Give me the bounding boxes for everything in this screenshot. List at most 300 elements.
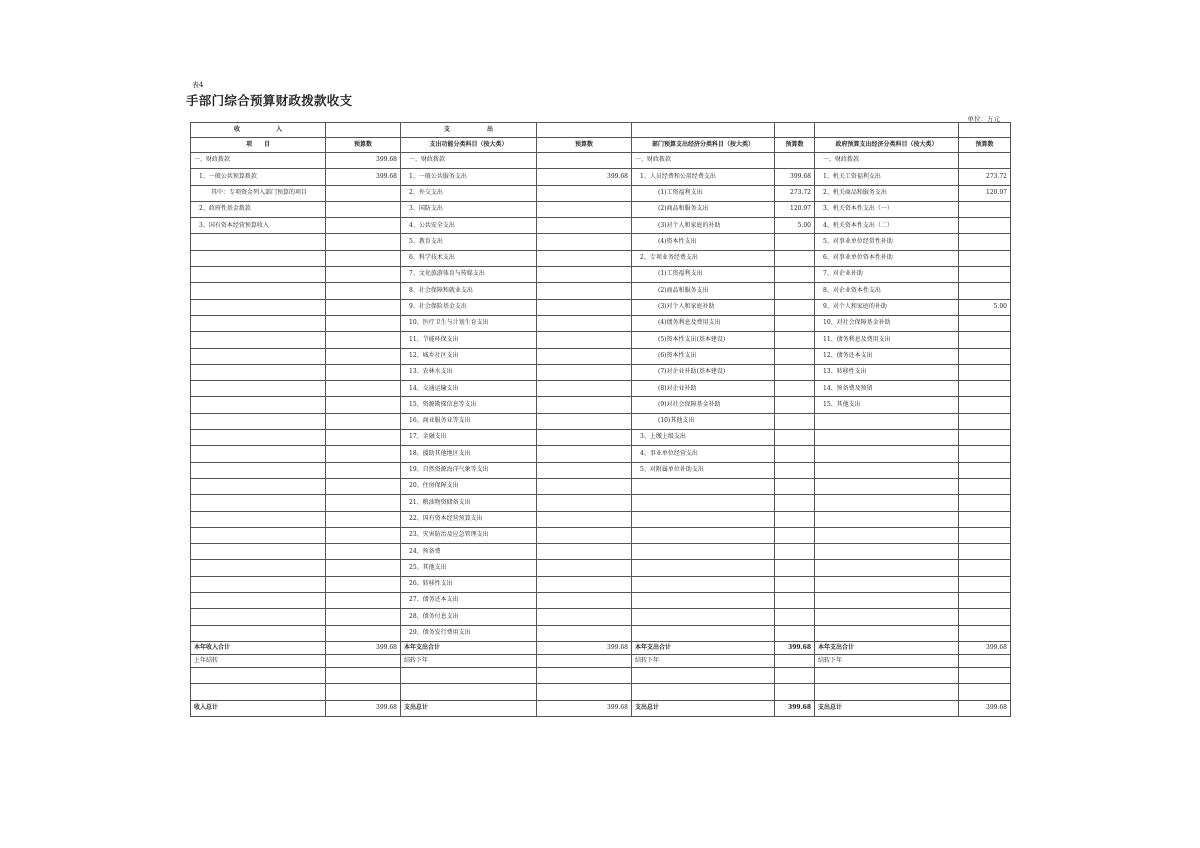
dept-item-cell: (8)对企业补助	[632, 381, 775, 397]
dept-item-cell	[632, 478, 775, 494]
gov-item-cell	[815, 478, 959, 494]
func-value-cell	[537, 495, 632, 511]
income-value-cell	[326, 332, 401, 348]
table-row	[191, 625, 1011, 641]
dept-value-cell	[775, 381, 815, 397]
dept-value-cell	[775, 153, 815, 169]
total-cell: 本年支出合计	[815, 641, 959, 654]
income-value-cell	[326, 478, 401, 494]
func-item-cell: 25、其他支出	[401, 560, 537, 576]
table-row	[191, 348, 1011, 364]
total-cell: 本年支出合计	[632, 641, 775, 654]
blank-row	[191, 684, 1011, 700]
dept-item-cell: 4、事业单位经营支出	[632, 446, 775, 462]
total-cell	[775, 684, 815, 700]
table-row	[191, 462, 1011, 478]
total-cell	[775, 667, 815, 683]
income-value-cell	[326, 609, 401, 625]
gov-econ-column-header: 政府预算支出经济分类科目（按大类）	[815, 138, 959, 153]
func-item-cell: 29、债务发行费用支出	[401, 625, 537, 641]
income-item-cell	[191, 593, 326, 609]
dept-value-cell	[775, 609, 815, 625]
dept-item-cell	[632, 511, 775, 527]
table-row	[191, 169, 1011, 185]
total-cell	[959, 667, 1011, 683]
table-row	[191, 511, 1011, 527]
total-cell	[191, 667, 326, 683]
income-item-cell	[191, 381, 326, 397]
gov-value-cell	[959, 348, 1011, 364]
table-row	[191, 364, 1011, 380]
blank-row	[191, 667, 1011, 683]
total-cell: 399.68	[959, 641, 1011, 654]
total-cell: 399.68	[537, 700, 632, 716]
func-item-cell: 6、科学技术支出	[401, 250, 537, 266]
gov-value-cell	[959, 234, 1011, 250]
func-value-cell	[537, 430, 632, 446]
total-cell: 399.68	[775, 700, 815, 716]
gov-value-cell	[959, 560, 1011, 576]
dept-value-cell	[775, 560, 815, 576]
gov-value-cell	[959, 462, 1011, 478]
dept-value-cell	[775, 267, 815, 283]
total-cell: 支出总计	[632, 700, 775, 716]
income-value-cell	[326, 544, 401, 560]
dept-item-cell: (5)资本性支出(基本建设)	[632, 332, 775, 348]
dept-item-cell	[632, 495, 775, 511]
func-value-cell	[537, 576, 632, 592]
gov-item-cell	[815, 446, 959, 462]
gov-item-cell	[815, 544, 959, 560]
func-item-cell: 10、医疗卫生与计划生育支出	[401, 315, 537, 331]
func-item-cell: 2、外交支出	[401, 185, 537, 201]
total-cell	[326, 667, 401, 683]
gov-item-cell: 5、对事业单位经常性补助	[815, 234, 959, 250]
table-row	[191, 381, 1011, 397]
func-item-cell: 24、预备费	[401, 544, 537, 560]
total-cell	[191, 684, 326, 700]
income-value-cell	[326, 576, 401, 592]
gov-value-cell	[959, 495, 1011, 511]
gov-item-cell: 2、机关商品和服务支出	[815, 185, 959, 201]
income-item-cell: 其中：专项资金列入部门预算的项目	[191, 185, 326, 201]
income-value-cell	[326, 250, 401, 266]
func-budget-column-header: 预算数	[537, 138, 632, 153]
table-row	[191, 218, 1011, 234]
dept-item-cell: 2、专项业务经费支出	[632, 250, 775, 266]
total-cell	[537, 667, 632, 683]
func-item-cell: 3、国防支出	[401, 201, 537, 217]
gov-value-cell	[959, 478, 1011, 494]
gov-value-cell	[959, 250, 1011, 266]
func-item-cell: 14、交通运输支出	[401, 381, 537, 397]
func-value-cell	[537, 511, 632, 527]
income-value-cell	[326, 593, 401, 609]
total-cell: 本年支出合计	[401, 641, 537, 654]
total-cell	[632, 684, 775, 700]
func-value-cell	[537, 153, 632, 169]
dept-item-cell: (2)商品和服务支出	[632, 283, 775, 299]
gov-value-cell	[959, 609, 1011, 625]
table-row	[191, 430, 1011, 446]
func-item-cell: 一、财政拨款	[401, 153, 537, 169]
income-value-cell	[326, 511, 401, 527]
func-value-cell	[537, 315, 632, 331]
gov-value-cell	[959, 413, 1011, 429]
dept-item-cell: (3)对个人和家庭补助	[632, 299, 775, 315]
total-cell	[775, 654, 815, 667]
income-item-cell	[191, 446, 326, 462]
income-value-cell	[326, 267, 401, 283]
func-item-cell: 22、国有资本经营预算支出	[401, 511, 537, 527]
income-item-cell	[191, 267, 326, 283]
income-value-cell: 399.68	[326, 153, 401, 169]
total-cell: 本年收入合计	[191, 641, 326, 654]
total-cell	[401, 684, 537, 700]
gov-value-cell	[959, 430, 1011, 446]
func-class-column-header: 支出功能分类科目（按大类）	[401, 138, 537, 153]
dept-item-cell: (1)工资福利支出	[632, 185, 775, 201]
income-item-cell	[191, 560, 326, 576]
total-cell: 399.68	[326, 641, 401, 654]
gov-item-cell	[815, 462, 959, 478]
table-row	[191, 299, 1011, 315]
income-item-cell	[191, 609, 326, 625]
gov-item-cell: 7、对企业补助	[815, 267, 959, 283]
dept-item-cell: 5、对附属单位补助支出	[632, 462, 775, 478]
dept-item-cell	[632, 593, 775, 609]
func-value-cell	[537, 397, 632, 413]
income-header: 收 入	[191, 123, 326, 138]
gov-value-cell	[959, 446, 1011, 462]
func-item-cell: 27、债务还本支出	[401, 593, 537, 609]
income-item-cell	[191, 348, 326, 364]
item-column-header: 项 目	[191, 138, 326, 153]
dept-value-cell: 399.68	[775, 169, 815, 185]
func-item-cell: 7、文化旅游体育与传媒支出	[401, 267, 537, 283]
income-item-cell	[191, 576, 326, 592]
table-number: 表4	[192, 81, 204, 89]
expense-header: 支 出	[401, 123, 537, 138]
income-item-cell	[191, 462, 326, 478]
func-item-cell: 17、金融支出	[401, 430, 537, 446]
income-value-cell	[326, 413, 401, 429]
income-item-cell	[191, 478, 326, 494]
income-value-cell	[326, 462, 401, 478]
dept-value-cell	[775, 446, 815, 462]
gov-item-cell: 8、对企业资本性支出	[815, 283, 959, 299]
total-cell	[401, 667, 537, 683]
income-item-cell	[191, 299, 326, 315]
grand-total-row	[191, 700, 1011, 716]
table-row	[191, 446, 1011, 462]
income-value-cell	[326, 364, 401, 380]
func-value-cell	[537, 218, 632, 234]
income-value-cell: 399.68	[326, 169, 401, 185]
dept-value-cell	[775, 413, 815, 429]
func-value-cell	[537, 478, 632, 494]
income-item-cell	[191, 430, 326, 446]
total-cell	[959, 684, 1011, 700]
dept-item-cell: (4)债务利息及费用支出	[632, 315, 775, 331]
gov-value-cell	[959, 593, 1011, 609]
total-cell	[815, 684, 959, 700]
income-value-cell	[326, 234, 401, 250]
income-value-cell	[326, 299, 401, 315]
dept-item-cell: (3)对个人和家庭的补助	[632, 218, 775, 234]
func-value-cell	[537, 299, 632, 315]
total-cell: 上年结转	[191, 654, 326, 667]
gov-item-cell: 4、机关资本性支出（二）	[815, 218, 959, 234]
gov-item-cell	[815, 495, 959, 511]
dept-item-cell	[632, 560, 775, 576]
income-item-cell	[191, 332, 326, 348]
income-value-cell	[326, 283, 401, 299]
gov-item-cell	[815, 413, 959, 429]
unit-label: 单位：万元	[967, 115, 1000, 123]
dept-item-cell: 1、人员经费和公用经费支出	[632, 169, 775, 185]
gov-value-cell	[959, 625, 1011, 641]
gov-value-cell	[959, 397, 1011, 413]
income-value-cell	[326, 218, 401, 234]
income-item-cell	[191, 625, 326, 641]
dept-item-cell: (9)对社会保障基金补助	[632, 397, 775, 413]
func-item-cell: 26、转移性支出	[401, 576, 537, 592]
total-cell	[815, 667, 959, 683]
income-value-cell	[326, 495, 401, 511]
gov-value-cell	[959, 364, 1011, 380]
budget-table	[190, 122, 1011, 717]
gov-item-cell: 14、预备费及预留	[815, 381, 959, 397]
func-value-cell	[537, 413, 632, 429]
func-value-cell	[537, 348, 632, 364]
func-item-cell: 19、自然资源海洋气象等支出	[401, 462, 537, 478]
gov-value-cell	[959, 283, 1011, 299]
func-value-cell	[537, 560, 632, 576]
dept-item-cell: (7)对企业补助(基本建设)	[632, 364, 775, 380]
gov-item-cell: 10、对社会保障基金补助	[815, 315, 959, 331]
total-cell	[537, 654, 632, 667]
gov-value-cell	[959, 381, 1011, 397]
dept-value-cell	[775, 315, 815, 331]
gov-item-cell: 12、债务还本支出	[815, 348, 959, 364]
gov-value-cell	[959, 201, 1011, 217]
income-item-cell	[191, 397, 326, 413]
table-row	[191, 185, 1011, 201]
dept-value-cell	[775, 299, 815, 315]
year-total-row	[191, 641, 1011, 654]
dept-value-cell	[775, 495, 815, 511]
total-cell: 支出总计	[401, 700, 537, 716]
income-item-cell: 3、国有资本经营预算收入	[191, 218, 326, 234]
gov-value-cell	[959, 576, 1011, 592]
document-title: 手部门综合预算财政拨款收支	[186, 93, 353, 108]
gov-item-cell	[815, 609, 959, 625]
dept-value-cell	[775, 593, 815, 609]
func-value-cell: 399.68	[537, 169, 632, 185]
dept-item-cell	[632, 544, 775, 560]
dept-value-cell	[775, 397, 815, 413]
func-value-cell	[537, 544, 632, 560]
table-row	[191, 283, 1011, 299]
income-value-cell	[326, 201, 401, 217]
func-item-cell: 15、资源勘探信息等支出	[401, 397, 537, 413]
table-row	[191, 397, 1011, 413]
table-row	[191, 267, 1011, 283]
total-cell: 收入总计	[191, 700, 326, 716]
total-cell: 结转下年	[401, 654, 537, 667]
dept-item-cell: (4)资本性支出	[632, 234, 775, 250]
func-item-cell: 12、城乡社区支出	[401, 348, 537, 364]
income-item-cell	[191, 544, 326, 560]
dept-value-cell	[775, 544, 815, 560]
gov-item-cell	[815, 560, 959, 576]
func-value-cell	[537, 625, 632, 641]
gov-value-cell	[959, 544, 1011, 560]
gov-item-cell: 13、转移性支出	[815, 364, 959, 380]
income-value-cell	[326, 527, 401, 543]
income-item-cell	[191, 527, 326, 543]
table-row	[191, 234, 1011, 250]
dept-value-cell	[775, 478, 815, 494]
func-item-cell: 28、债务付息支出	[401, 609, 537, 625]
income-item-cell	[191, 364, 326, 380]
table-row	[191, 201, 1011, 217]
total-cell	[632, 667, 775, 683]
dept-item-cell: (10)其他支出	[632, 413, 775, 429]
gov-item-cell	[815, 527, 959, 543]
dept-value-cell: 5.00	[775, 218, 815, 234]
total-cell: 399.68	[959, 700, 1011, 716]
dept-value-cell	[775, 625, 815, 641]
dept-item-cell: 3、上缴上级支出	[632, 430, 775, 446]
func-value-cell	[537, 609, 632, 625]
income-item-cell	[191, 250, 326, 266]
header-row-columns	[191, 138, 1011, 153]
func-item-cell: 21、粮油物资储备支出	[401, 495, 537, 511]
dept-value-cell	[775, 527, 815, 543]
income-item-cell	[191, 511, 326, 527]
total-cell: 结转下年	[815, 654, 959, 667]
func-value-cell	[537, 250, 632, 266]
table-row	[191, 478, 1011, 494]
func-item-cell: 11、节能环保支出	[401, 332, 537, 348]
table-row	[191, 544, 1011, 560]
income-value-cell	[326, 446, 401, 462]
dept-budget-column-header: 预算数	[775, 138, 815, 153]
gov-value-cell	[959, 511, 1011, 527]
dept-value-cell	[775, 511, 815, 527]
dept-item-cell	[632, 527, 775, 543]
gov-item-cell	[815, 430, 959, 446]
dept-value-cell	[775, 283, 815, 299]
income-item-cell	[191, 234, 326, 250]
gov-item-cell	[815, 593, 959, 609]
income-item-cell: 2、政府性基金拨款	[191, 201, 326, 217]
func-value-cell	[537, 593, 632, 609]
table-row	[191, 609, 1011, 625]
func-item-cell: 4、公共安全支出	[401, 218, 537, 234]
total-cell	[959, 654, 1011, 667]
gov-item-cell	[815, 625, 959, 641]
gov-item-cell: 1、机关工资福利支出	[815, 169, 959, 185]
gov-value-cell	[959, 267, 1011, 283]
income-item-cell	[191, 413, 326, 429]
gov-budget-column-header: 预算数	[959, 138, 1011, 153]
func-item-cell: 8、社会保障和就业支出	[401, 283, 537, 299]
gov-value-cell	[959, 218, 1011, 234]
func-value-cell	[537, 332, 632, 348]
total-cell	[326, 654, 401, 667]
table-row	[191, 576, 1011, 592]
total-cell: 支出总计	[815, 700, 959, 716]
func-value-cell	[537, 527, 632, 543]
dept-value-cell	[775, 430, 815, 446]
income-item-cell: 一、财政拨款	[191, 153, 326, 169]
gov-item-cell: 11、债务利息及费用支出	[815, 332, 959, 348]
income-budget-column-header: 预算数	[326, 138, 401, 153]
gov-value-cell	[959, 153, 1011, 169]
income-value-cell	[326, 560, 401, 576]
dept-value-cell	[775, 348, 815, 364]
table-row	[191, 495, 1011, 511]
func-item-cell: 1、一般公共服务支出	[401, 169, 537, 185]
income-value-cell	[326, 397, 401, 413]
table-row	[191, 593, 1011, 609]
dept-item-cell: 一、财政拨款	[632, 153, 775, 169]
dept-item-cell: (2)商品和服务支出	[632, 201, 775, 217]
income-item-cell	[191, 283, 326, 299]
gov-value-cell	[959, 332, 1011, 348]
header-row-top	[191, 123, 1011, 138]
dept-item-cell: (6)资本性支出	[632, 348, 775, 364]
table-row	[191, 315, 1011, 331]
total-cell: 结转下年	[632, 654, 775, 667]
gov-value-cell	[959, 527, 1011, 543]
gov-value-cell: 120.97	[959, 185, 1011, 201]
gov-item-cell: 6、对事业单位资本性补助	[815, 250, 959, 266]
func-value-cell	[537, 446, 632, 462]
income-item-cell	[191, 315, 326, 331]
income-value-cell	[326, 185, 401, 201]
carry-over-row	[191, 654, 1011, 667]
dept-item-cell	[632, 625, 775, 641]
gov-item-cell: 15、其他支出	[815, 397, 959, 413]
income-value-cell	[326, 348, 401, 364]
table-row	[191, 413, 1011, 429]
func-item-cell: 13、农林水支出	[401, 364, 537, 380]
income-value-cell	[326, 430, 401, 446]
dept-econ-column-header: 部门预算支出经济分类科目（按大类）	[632, 138, 775, 153]
total-cell: 399.68	[775, 641, 815, 654]
dept-value-cell	[775, 332, 815, 348]
income-value-cell	[326, 381, 401, 397]
func-item-cell: 9、社会保险基金支出	[401, 299, 537, 315]
table-row	[191, 153, 1011, 169]
income-value-cell	[326, 315, 401, 331]
gov-item-cell: 一、财政拨款	[815, 153, 959, 169]
gov-value-cell: 273.72	[959, 169, 1011, 185]
income-value-cell	[326, 625, 401, 641]
func-item-cell: 18、援助其他地区支出	[401, 446, 537, 462]
gov-item-cell: 3、机关资本性支出（一）	[815, 201, 959, 217]
income-item-cell	[191, 495, 326, 511]
total-cell: 399.68	[326, 700, 401, 716]
gov-item-cell	[815, 576, 959, 592]
table-row	[191, 560, 1011, 576]
dept-item-cell	[632, 576, 775, 592]
func-value-cell	[537, 234, 632, 250]
